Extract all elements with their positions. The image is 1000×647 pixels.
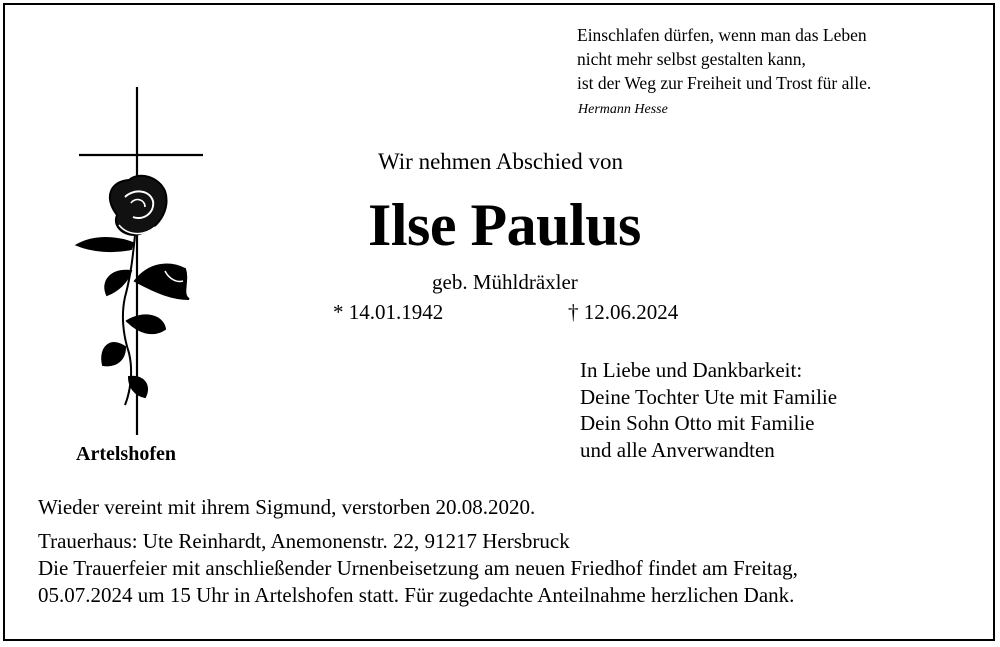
mourners-line: Dein Sohn Otto mit Familie	[580, 411, 815, 435]
rose-icon	[77, 176, 189, 405]
hesse-quote	[577, 23, 871, 95]
funeral-details	[38, 494, 798, 609]
house-of-mourning-line: Trauerhaus: Ute Reinhardt, Anemonenstr. 22, 91217 Hersbruck	[38, 529, 570, 553]
mourners-line: In Liebe und Dankbarkeit:	[580, 358, 803, 382]
quote-author: Hermann Hesse	[578, 102, 668, 117]
quote-line: nicht mehr selbst gestalten kann,	[577, 49, 806, 69]
maiden-name: geb. Mühldräxler	[432, 270, 578, 294]
cross-with-rose-icon	[73, 85, 209, 437]
mourners-line: und alle Anverwandten	[580, 437, 775, 462]
hometown: Artelshofen	[76, 443, 176, 465]
deceased-name: Ilse Paulus	[368, 192, 641, 258]
obituary-notice	[3, 3, 995, 641]
reunited-line: Wieder vereint mit ihrem Sigmund, verstorben 20.08.2020.	[38, 495, 536, 519]
farewell-intro: Wir nehmen Abschied von	[378, 149, 623, 174]
death-date: † 12.06.2024	[568, 300, 679, 324]
ceremony-line: Die Trauerfeier mit anschließender Urnenbeisetzung am neuen Friedhof findet am Freitag,	[38, 556, 798, 580]
quote-line: ist der Weg zur Freiheit und Trost für alle.	[577, 73, 872, 93]
birth-date: * 14.01.1942	[333, 300, 444, 324]
ceremony-line: 05.07.2024 um 15 Uhr in Artelshofen statt. Für zugedachte Anteilnahme herzlichen Dank.	[38, 583, 795, 607]
mourners-line: Deine Tochter Ute mit Familie	[580, 384, 838, 409]
mourners-list	[580, 357, 837, 463]
quote-line: Einschlafen dürfen, wenn man das Leben	[577, 25, 867, 45]
